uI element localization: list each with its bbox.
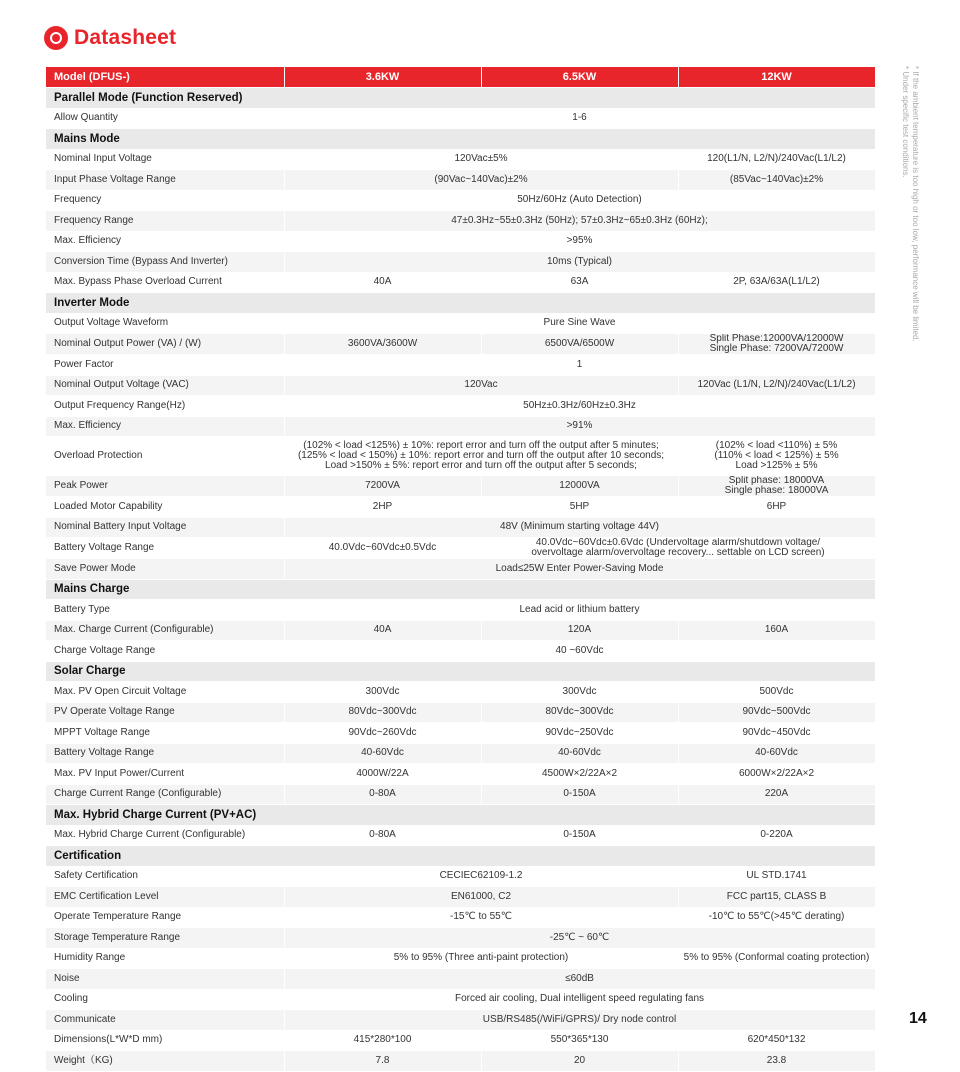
spec-value: 50Hz±0.3Hz/60Hz±0.3Hz xyxy=(284,396,875,417)
section-row xyxy=(46,579,875,600)
brand-circle-icon xyxy=(44,26,68,50)
row-label: Save Power Mode xyxy=(46,559,284,580)
section-title: Max. Hybrid Charge Current (PV+AC) xyxy=(46,805,875,826)
spec-value: 6000W×2/22A×2 xyxy=(678,764,875,785)
section-row xyxy=(46,129,875,150)
table-row xyxy=(46,108,875,129)
spec-value: (85Vac~140Vac)±2% xyxy=(678,170,875,191)
spec-value: >95% xyxy=(284,231,875,252)
table-row xyxy=(46,620,875,641)
table-row xyxy=(46,887,875,908)
spec-value: FCC part15, CLASS B xyxy=(678,887,875,908)
spec-value: 4500W×2/22A×2 xyxy=(481,764,678,785)
column-header-6-5kw: 6.5KW xyxy=(481,67,678,88)
row-label: Overload Protection xyxy=(46,437,284,476)
spec-value-line: 40.0Vdc~60Vdc±0.6Vdc (Undervoltage alarm/shutdown voltage/ xyxy=(535,537,821,548)
spec-value: 3600VA/3600W xyxy=(284,334,481,355)
spec-value: 0-80A xyxy=(284,825,481,846)
row-label: Frequency xyxy=(46,190,284,211)
spec-value: 7.8 xyxy=(284,1051,481,1072)
spec-value: (90Vac~140Vac)±2% xyxy=(284,170,678,191)
datasheet-table xyxy=(46,67,876,1072)
row-label: Output Frequency Range(Hz) xyxy=(46,396,284,417)
table-row xyxy=(46,682,875,703)
spec-value: 40A xyxy=(284,620,481,641)
row-label: MPPT Voltage Range xyxy=(46,723,284,744)
spec-value: 500Vdc xyxy=(678,682,875,703)
spec-value: 90Vdc~500Vdc xyxy=(678,702,875,723)
table-row xyxy=(46,416,875,437)
table-row xyxy=(46,272,875,293)
section-title: Inverter Mode xyxy=(46,293,875,314)
table-row xyxy=(46,517,875,538)
spec-value: 90Vdc~250Vdc xyxy=(481,723,678,744)
section-row xyxy=(46,88,875,109)
spec-value-line: Load >125% ± 5% xyxy=(735,460,818,471)
table-row xyxy=(46,600,875,621)
footnote xyxy=(900,66,920,342)
row-label: PV Operate Voltage Range xyxy=(46,702,284,723)
row-label: Nominal Output Power (VA) / (W) xyxy=(46,334,284,355)
row-label: Max. Hybrid Charge Current (Configurable) xyxy=(46,825,284,846)
spec-value: UL STD.1741 xyxy=(678,866,875,887)
spec-value: 10ms (Typical) xyxy=(284,252,875,273)
spec-value: 550*365*130 xyxy=(481,1030,678,1051)
table-row xyxy=(46,476,875,497)
row-label: Battery Voltage Range xyxy=(46,538,284,559)
spec-value: 80Vdc~300Vdc xyxy=(284,702,481,723)
spec-value: 23.8 xyxy=(678,1051,875,1072)
spec-value: 48V (Minimum starting voltage 44V) xyxy=(284,517,875,538)
row-label: Operate Temperature Range xyxy=(46,907,284,928)
row-label: Battery Voltage Range xyxy=(46,743,284,764)
spec-value: 80Vdc~300Vdc xyxy=(481,702,678,723)
row-label: Max. Efficiency xyxy=(46,231,284,252)
row-label: Power Factor xyxy=(46,355,284,376)
spec-value: >91% xyxy=(284,416,875,437)
spec-value: 4000W/22A xyxy=(284,764,481,785)
spec-value: 300Vdc xyxy=(284,682,481,703)
table-row xyxy=(46,928,875,949)
table-row xyxy=(46,1030,875,1051)
spec-value: 90Vdc~450Vdc xyxy=(678,723,875,744)
spec-value xyxy=(678,437,875,476)
footnote-line: * If the ambient temperature is too high or too low, performance will be limited. xyxy=(911,66,920,342)
table-row xyxy=(46,252,875,273)
spec-value: 40-60Vdc xyxy=(284,743,481,764)
page-number: 14 xyxy=(909,1010,927,1027)
spec-value: CECIEC62109-1.2 xyxy=(284,866,678,887)
table-row xyxy=(46,1010,875,1031)
table-header-row xyxy=(46,67,875,88)
spec-value: 40A xyxy=(284,272,481,293)
row-label: EMC Certification Level xyxy=(46,887,284,908)
row-label: Frequency Range xyxy=(46,211,284,232)
spec-value: Forced air cooling, Dual intelligent speed regulating fans xyxy=(284,989,875,1010)
row-label: Noise xyxy=(46,969,284,990)
section-row xyxy=(46,293,875,314)
table-row xyxy=(46,231,875,252)
spec-value: Load≤25W Enter Power-Saving Mode xyxy=(284,559,875,580)
row-label: Max. Efficiency xyxy=(46,416,284,437)
spec-value: 2P, 63A/63A(L1/L2) xyxy=(678,272,875,293)
row-label: Output Voltage Waveform xyxy=(46,313,284,334)
spec-value: 90Vdc~260Vdc xyxy=(284,723,481,744)
spec-value: 40.0Vdc~60Vdc±0.5Vdc xyxy=(284,538,481,559)
section-title: Mains Mode xyxy=(46,129,875,150)
spec-value: Pure Sine Wave xyxy=(284,313,875,334)
section-title: Solar Charge xyxy=(46,661,875,682)
row-label: Input Phase Voltage Range xyxy=(46,170,284,191)
spec-value-line: (125% < load < 150%) ± 10%: report error and turn off the output after 10 seconds; xyxy=(297,450,665,461)
spec-value-line: overvoltage alarm/overvoltage recovery... settable on LCD screen) xyxy=(531,547,825,558)
spec-value: 220A xyxy=(678,784,875,805)
spec-value: -10℃ to 55℃(>45℃ derating) xyxy=(678,907,875,928)
spec-value: -25℃ ~ 60℃ xyxy=(284,928,875,949)
section-row xyxy=(46,805,875,826)
spec-value: 1-6 xyxy=(284,108,875,129)
spec-value: 0-220A xyxy=(678,825,875,846)
spec-value-line: Split Phase:12000VA/12000W xyxy=(709,333,844,344)
spec-value-line: (102% < load <110%) ± 5% xyxy=(715,440,838,451)
table-row xyxy=(46,211,875,232)
spec-value: 120A xyxy=(481,620,678,641)
spec-value xyxy=(284,437,678,476)
spec-value: USB/RS485(/WiFi/GPRS)/ Dry node control xyxy=(284,1010,875,1031)
spec-value: 63A xyxy=(481,272,678,293)
row-label: Allow Quantity xyxy=(46,108,284,129)
spec-value: 40-60Vdc xyxy=(481,743,678,764)
row-label: Dimensions(L*W*D mm) xyxy=(46,1030,284,1051)
column-header-3-6kw: 3.6KW xyxy=(284,67,481,88)
footnote-line: * Under specific test conditions. xyxy=(901,66,910,178)
spec-value: EN61000, C2 xyxy=(284,887,678,908)
row-label: Max. PV Open Circuit Voltage xyxy=(46,682,284,703)
section-title: Parallel Mode (Function Reserved) xyxy=(46,88,875,109)
page-header xyxy=(44,24,176,52)
table-row xyxy=(46,497,875,518)
table-row xyxy=(46,1051,875,1072)
section-row xyxy=(46,661,875,682)
spec-value-line: Split phase: 18000VA xyxy=(728,475,825,486)
table-row xyxy=(46,437,875,476)
row-label: Charge Current Range (Configurable) xyxy=(46,784,284,805)
spec-value-line: (102% < load <125%) ± 10%: report error and turn off the output after 5 minutes; xyxy=(303,440,659,451)
table-row xyxy=(46,396,875,417)
spec-value: 6500VA/6500W xyxy=(481,334,678,355)
table-row xyxy=(46,866,875,887)
spec-value: 12000VA xyxy=(481,476,678,497)
spec-value: 5% to 95% (Conformal coating protection) xyxy=(678,948,875,969)
table-row xyxy=(46,375,875,396)
column-header-model: Model (DFUS-) xyxy=(46,67,284,88)
table-row xyxy=(46,190,875,211)
spec-value: ≤60dB xyxy=(284,969,875,990)
spec-value: 40-60Vdc xyxy=(678,743,875,764)
row-label: Max. Charge Current (Configurable) xyxy=(46,620,284,641)
spec-value: 620*450*132 xyxy=(678,1030,875,1051)
spec-value: 0-150A xyxy=(481,825,678,846)
row-label: Communicate xyxy=(46,1010,284,1031)
spec-value: Lead acid or lithium battery xyxy=(284,600,875,621)
spec-value: 5% to 95% (Three anti-paint protection) xyxy=(284,948,678,969)
spec-value: 120Vac (L1/N, L2/N)/240Vac(L1/L2) xyxy=(678,375,875,396)
row-label: Max. Bypass Phase Overload Current xyxy=(46,272,284,293)
table-row xyxy=(46,334,875,355)
spec-value: 6HP xyxy=(678,497,875,518)
table-row xyxy=(46,764,875,785)
row-label: Battery Type xyxy=(46,600,284,621)
spec-value: 300Vdc xyxy=(481,682,678,703)
spec-value: 47±0.3Hz~55±0.3Hz (50Hz); 57±0.3Hz~65±0.3Hz (60Hz); xyxy=(284,211,875,232)
row-label: Charge Voltage Range xyxy=(46,641,284,662)
spec-value: 120(L1/N, L2/N)/240Vac(L1/L2) xyxy=(678,149,875,170)
spec-value: 1 xyxy=(284,355,875,376)
row-label: Nominal Battery Input Voltage xyxy=(46,517,284,538)
spec-value: 415*280*100 xyxy=(284,1030,481,1051)
spec-value xyxy=(678,476,875,497)
table-row xyxy=(46,313,875,334)
row-label: Weight（KG) xyxy=(46,1051,284,1072)
spec-value-line: Single Phase: 7200VA/7200W xyxy=(709,343,844,354)
table-row xyxy=(46,170,875,191)
section-title: Certification xyxy=(46,846,875,867)
spec-value-line: Load >150% ± 5%: report error and turn off the output after 5 seconds; xyxy=(325,460,637,471)
row-label: Nominal Output Voltage (VAC) xyxy=(46,375,284,396)
table-row xyxy=(46,641,875,662)
spec-value: 120Vac±5% xyxy=(284,149,678,170)
table-row xyxy=(46,538,875,559)
row-label: Storage Temperature Range xyxy=(46,928,284,949)
spec-value: -15℃ to 55℃ xyxy=(284,907,678,928)
table-row xyxy=(46,149,875,170)
table-row xyxy=(46,989,875,1010)
row-label: Humidity Range xyxy=(46,948,284,969)
table-row xyxy=(46,907,875,928)
table-row xyxy=(46,702,875,723)
row-label: Peak Power xyxy=(46,476,284,497)
spec-value xyxy=(678,334,875,355)
spec-value-line: Single phase: 18000VA xyxy=(724,485,829,496)
spec-value: 160A xyxy=(678,620,875,641)
table-row xyxy=(46,969,875,990)
table-row xyxy=(46,723,875,744)
spec-value xyxy=(481,538,875,559)
table-row xyxy=(46,743,875,764)
spec-value: 2HP xyxy=(284,497,481,518)
spec-value: 50Hz/60Hz (Auto Detection) xyxy=(284,190,875,211)
spec-value: 40 ~60Vdc xyxy=(284,641,875,662)
row-label: Conversion Time (Bypass And Inverter) xyxy=(46,252,284,273)
row-label: Safety Certification xyxy=(46,866,284,887)
spec-value: 20 xyxy=(481,1051,678,1072)
row-label: Loaded Motor Capability xyxy=(46,497,284,518)
spec-value: 0-80A xyxy=(284,784,481,805)
row-label: Cooling xyxy=(46,989,284,1010)
spec-value: 120Vac xyxy=(284,375,678,396)
column-header-12kw: 12KW xyxy=(678,67,875,88)
spec-value: 5HP xyxy=(481,497,678,518)
spec-value-line: (110% < load < 125%) ± 5% xyxy=(714,450,839,461)
row-label: Max. PV Input Power/Current xyxy=(46,764,284,785)
section-row xyxy=(46,846,875,867)
section-title: Mains Charge xyxy=(46,579,875,600)
table-row xyxy=(46,559,875,580)
spec-value: 0-150A xyxy=(481,784,678,805)
table-row xyxy=(46,948,875,969)
page-title: Datasheet xyxy=(74,26,177,49)
table-row xyxy=(46,784,875,805)
row-label: Nominal Input Voltage xyxy=(46,149,284,170)
spec-value: 7200VA xyxy=(284,476,481,497)
table-row xyxy=(46,825,875,846)
table-row xyxy=(46,355,875,376)
